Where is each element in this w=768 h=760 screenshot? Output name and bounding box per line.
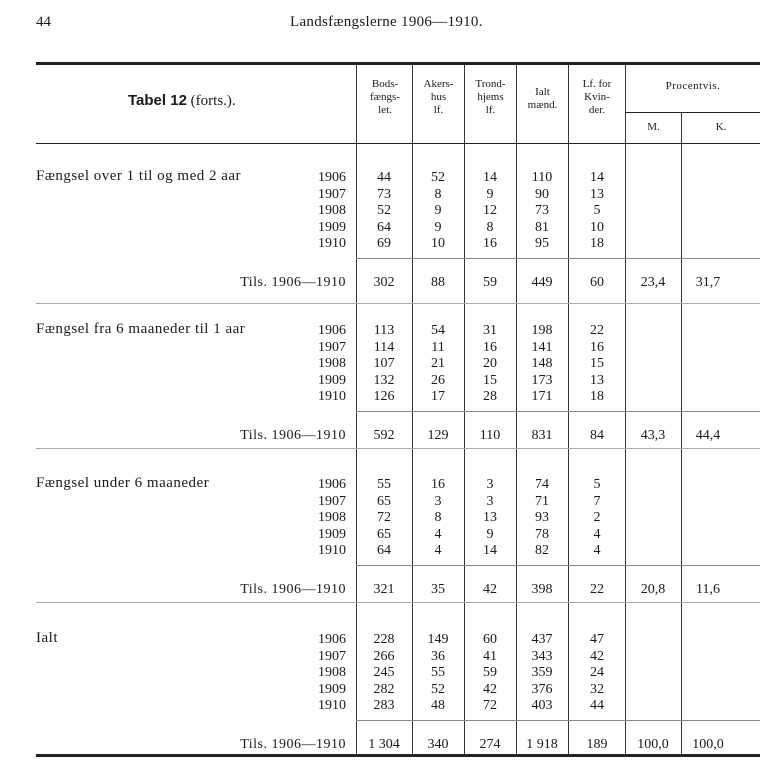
table-cell: 81 bbox=[535, 219, 549, 235]
row-year: 1909 bbox=[318, 681, 346, 697]
table-title bbox=[128, 92, 236, 110]
total-cell: 831 bbox=[531, 428, 553, 443]
table-cell: 282 bbox=[373, 681, 395, 697]
table-cell: 10 bbox=[590, 219, 604, 235]
col-divider bbox=[568, 64, 569, 754]
total-cell: 42 bbox=[483, 582, 497, 597]
table-cell: 198 bbox=[531, 323, 553, 338]
table-title-rest: (forts.). bbox=[190, 93, 236, 109]
table-cell: 2 bbox=[593, 510, 601, 525]
running-title: Landsfængslerne 1906—1910. bbox=[290, 14, 483, 30]
table-cell: 9 bbox=[434, 219, 442, 235]
table-cell: 65 bbox=[377, 493, 391, 509]
row-year: 1906 bbox=[318, 323, 346, 338]
total-cell: 398 bbox=[531, 582, 553, 597]
total-rule bbox=[356, 565, 760, 566]
total-pct-k: 100,0 bbox=[692, 737, 724, 752]
section-separator bbox=[36, 602, 760, 603]
section-label: Ialt bbox=[36, 630, 58, 646]
total-cell: 59 bbox=[483, 275, 497, 290]
table-cell: 343 bbox=[531, 648, 553, 664]
table-cell: 107 bbox=[373, 356, 395, 371]
row-year: 1910 bbox=[318, 543, 346, 558]
section-label: Fængsel fra 6 maaneder til 1 aar bbox=[36, 321, 246, 337]
section-separator bbox=[36, 303, 760, 304]
total-pct-m: 23,4 bbox=[640, 275, 666, 290]
table-cell: 42 bbox=[483, 681, 497, 697]
table-cell: 36 bbox=[431, 648, 445, 664]
table-cell: 69 bbox=[377, 236, 391, 251]
table-cell: 73 bbox=[377, 186, 391, 202]
total-cell: 449 bbox=[531, 275, 553, 290]
table-cell: 114 bbox=[373, 339, 395, 355]
table-cell: 3 bbox=[486, 493, 494, 509]
table-cell: 13 bbox=[590, 186, 604, 202]
row-year: 1908 bbox=[318, 665, 346, 680]
table-cell: 437 bbox=[531, 632, 553, 647]
table-cell: 14 bbox=[483, 170, 497, 185]
table-cell: 173 bbox=[531, 372, 553, 388]
total-pct-k: 11,6 bbox=[696, 582, 720, 597]
table-cell: 28 bbox=[483, 389, 497, 404]
table-cell: 15 bbox=[483, 372, 497, 388]
table-cell: 72 bbox=[483, 698, 497, 713]
col-divider bbox=[681, 112, 682, 754]
table-title-bold: Tabel 12 bbox=[128, 92, 187, 109]
column-header-bods: Bods- fængs- let. bbox=[370, 78, 400, 116]
table-cell: 113 bbox=[373, 323, 395, 338]
total-cell: 189 bbox=[586, 737, 608, 752]
table-cell: 42 bbox=[590, 648, 604, 664]
table-cell: 78 bbox=[535, 526, 549, 542]
total-cell: 340 bbox=[427, 737, 449, 752]
table-cell: 7 bbox=[593, 493, 601, 509]
table-cell: 60 bbox=[483, 632, 497, 647]
table-cell: 71 bbox=[535, 493, 549, 509]
table-cell: 54 bbox=[431, 323, 445, 338]
table-cell: 13 bbox=[590, 372, 604, 388]
table-cell: 11 bbox=[431, 339, 445, 355]
table-cell: 126 bbox=[373, 389, 395, 404]
row-year: 1907 bbox=[318, 186, 346, 202]
table-cell: 82 bbox=[535, 543, 549, 558]
total-label: Tils. 1906—1910 bbox=[240, 275, 346, 290]
column-header-kvinder: Lf. for Kvin- der. bbox=[582, 78, 612, 116]
table-cell: 18 bbox=[590, 236, 604, 251]
column-header-procent-m: M. bbox=[647, 121, 660, 133]
col-divider bbox=[356, 64, 357, 754]
row-year: 1906 bbox=[318, 632, 346, 647]
table-cell: 18 bbox=[590, 389, 604, 404]
table-cell: 4 bbox=[434, 543, 442, 558]
table-cell: 64 bbox=[377, 219, 391, 235]
row-year: 1910 bbox=[318, 236, 346, 251]
table-cell: 5 bbox=[593, 477, 601, 492]
total-cell: 110 bbox=[479, 428, 501, 443]
table-cell: 95 bbox=[535, 236, 549, 251]
table-cell: 24 bbox=[590, 665, 604, 680]
table-cell: 90 bbox=[535, 186, 549, 202]
column-header-procent: Procentvis. bbox=[665, 80, 721, 92]
table-cell: 4 bbox=[593, 543, 601, 558]
table-cell: 16 bbox=[431, 477, 445, 492]
table-cell: 4 bbox=[593, 526, 601, 542]
table-cell: 5 bbox=[593, 203, 601, 218]
table-cell: 3 bbox=[434, 493, 442, 509]
table-cell: 52 bbox=[431, 681, 445, 697]
table-cell: 21 bbox=[431, 356, 445, 371]
column-header-procent-k: K. bbox=[715, 121, 727, 133]
total-cell: 1 304 bbox=[368, 737, 400, 752]
table-cell: 65 bbox=[377, 526, 391, 542]
table-cell: 41 bbox=[483, 648, 497, 664]
table-cell: 16 bbox=[590, 339, 604, 355]
row-year: 1909 bbox=[318, 526, 346, 542]
table-cell: 141 bbox=[531, 339, 553, 355]
total-label: Tils. 1906—1910 bbox=[240, 582, 346, 597]
column-header-akers: Akers- hus lf. bbox=[423, 78, 454, 116]
table-cell: 55 bbox=[377, 477, 391, 492]
table-cell: 44 bbox=[590, 698, 604, 713]
table-cell: 52 bbox=[377, 203, 391, 218]
table-cell: 359 bbox=[531, 665, 553, 680]
table-cell: 110 bbox=[531, 170, 553, 185]
table-cell: 148 bbox=[531, 356, 553, 371]
section-label: Fængsel under 6 maaneder bbox=[36, 475, 210, 491]
total-cell: 129 bbox=[427, 428, 449, 443]
table-cell: 9 bbox=[486, 526, 494, 542]
table-cell: 48 bbox=[431, 698, 445, 713]
table-cell: 52 bbox=[431, 170, 445, 185]
total-cell: 35 bbox=[431, 582, 445, 597]
table-cell: 376 bbox=[531, 681, 553, 697]
table-cell: 32 bbox=[590, 681, 604, 697]
total-cell: 1 918 bbox=[526, 737, 558, 752]
table-cell: 47 bbox=[590, 632, 604, 647]
section-separator bbox=[36, 448, 760, 449]
row-year: 1906 bbox=[318, 477, 346, 492]
table-cell: 228 bbox=[373, 632, 395, 647]
table-cell: 73 bbox=[535, 203, 549, 218]
column-header-ialt: Ialt mænd. bbox=[527, 86, 558, 111]
section-label: Fængsel over 1 til og med 2 aar bbox=[36, 168, 242, 184]
total-pct-k: 44,4 bbox=[695, 428, 721, 443]
table-cell: 26 bbox=[431, 372, 445, 388]
table-cell: 74 bbox=[535, 477, 549, 492]
table-cell: 16 bbox=[483, 236, 497, 251]
row-year: 1908 bbox=[318, 510, 346, 525]
total-pct-k: 31,7 bbox=[695, 275, 721, 290]
row-year: 1909 bbox=[318, 372, 346, 388]
row-year: 1907 bbox=[318, 648, 346, 664]
table-cell: 72 bbox=[377, 510, 391, 525]
total-cell: 22 bbox=[590, 582, 604, 597]
table-cell: 93 bbox=[535, 510, 549, 525]
total-pct-m: 100,0 bbox=[637, 737, 669, 752]
table-cell: 149 bbox=[427, 632, 449, 647]
table-cell: 8 bbox=[434, 186, 442, 202]
table-cell: 132 bbox=[373, 372, 395, 388]
table-cell: 16 bbox=[483, 339, 497, 355]
table-cell: 4 bbox=[434, 526, 442, 542]
table-cell: 55 bbox=[431, 665, 445, 680]
table-cell: 283 bbox=[373, 698, 395, 713]
procent-sub-rule bbox=[625, 112, 760, 113]
table-cell: 10 bbox=[431, 236, 445, 251]
row-year: 1910 bbox=[318, 698, 346, 713]
table-top-rule bbox=[36, 62, 760, 65]
total-label: Tils. 1906—1910 bbox=[240, 737, 346, 752]
row-year: 1908 bbox=[318, 356, 346, 371]
table-cell: 14 bbox=[483, 543, 497, 558]
table-bottom-rule bbox=[36, 754, 760, 757]
table-cell: 15 bbox=[590, 356, 604, 371]
table-cell: 44 bbox=[377, 170, 391, 185]
table-cell: 64 bbox=[377, 543, 391, 558]
row-year: 1906 bbox=[318, 170, 346, 185]
total-cell: 88 bbox=[431, 275, 445, 290]
total-cell: 302 bbox=[373, 275, 395, 290]
total-cell: 84 bbox=[590, 428, 604, 443]
row-year: 1907 bbox=[318, 493, 346, 509]
table-cell: 12 bbox=[483, 203, 497, 218]
total-label: Tils. 1906—1910 bbox=[240, 428, 346, 443]
table-cell: 266 bbox=[373, 648, 395, 664]
table-cell: 13 bbox=[483, 510, 497, 525]
row-year: 1909 bbox=[318, 219, 346, 235]
total-rule bbox=[356, 411, 760, 412]
table-cell: 403 bbox=[531, 698, 553, 713]
table-cell: 8 bbox=[434, 510, 442, 525]
total-cell: 60 bbox=[590, 275, 604, 290]
total-rule bbox=[356, 720, 760, 721]
table-cell: 171 bbox=[531, 389, 553, 404]
table-cell: 245 bbox=[373, 665, 395, 680]
table-cell: 8 bbox=[486, 219, 494, 235]
column-header-trond: Trond- hjems lf. bbox=[475, 78, 506, 116]
total-cell: 321 bbox=[373, 582, 395, 597]
table-cell: 3 bbox=[486, 477, 494, 492]
row-year: 1908 bbox=[318, 203, 346, 218]
col-divider bbox=[625, 64, 626, 754]
table-cell: 9 bbox=[486, 186, 494, 202]
total-pct-m: 43,3 bbox=[640, 428, 666, 443]
page-number: 44 bbox=[36, 14, 51, 30]
table-cell: 20 bbox=[483, 356, 497, 371]
total-pct-m: 20,8 bbox=[640, 582, 666, 597]
header-bottom-rule bbox=[36, 143, 760, 144]
table-cell: 9 bbox=[434, 203, 442, 218]
table-cell: 59 bbox=[483, 665, 497, 680]
total-cell: 592 bbox=[373, 428, 395, 443]
table-cell: 17 bbox=[431, 389, 445, 404]
table-cell: 14 bbox=[590, 170, 604, 185]
total-cell: 274 bbox=[479, 737, 501, 752]
row-year: 1907 bbox=[318, 339, 346, 355]
row-year: 1910 bbox=[318, 389, 346, 404]
table-cell: 22 bbox=[590, 323, 604, 338]
total-rule bbox=[356, 258, 760, 259]
table-cell: 31 bbox=[483, 323, 497, 338]
